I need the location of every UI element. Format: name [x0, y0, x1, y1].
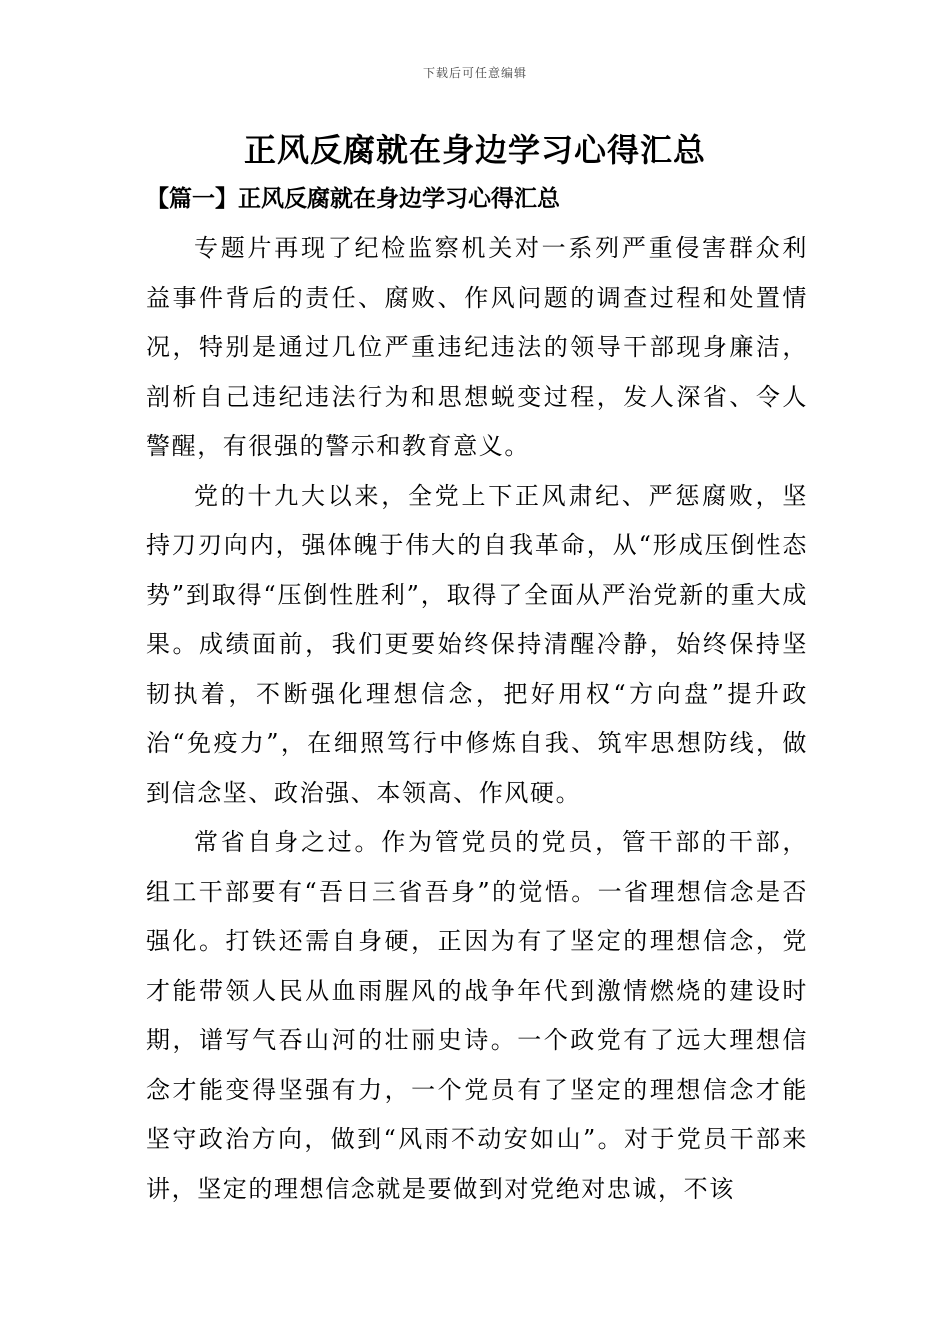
paragraph-1: 专题片再现了纪检监察机关对一系列严重侵害群众利益事件背后的责任、腐败、作风问题的调查过程和处置情况，特别是通过几位严重违纪违法的领导干部现身廉洁，剖析自己违纪违法行为和思想蜕变过程，发人深省、令人警醒，有很强的警示和教育意义。: [146, 234, 808, 460]
section-heading: 【篇一】正风反腐就在身边学习心得汇总: [146, 185, 560, 212]
document-body: [146, 224, 808, 1214]
header-note: 下载后可任意编辑: [422, 66, 527, 80]
document-title: 正风反腐就在身边学习心得汇总: [243, 131, 706, 169]
paragraph-2: 党的十九大以来，全党上下正风肃纪、严惩腐败，坚持刀刃向内，强体魄于伟大的自我革命，从“形成压倒性态势”到取得“压倒性胜利”，取得了全面从严治党新的重大成果。成绩面前，我们更要始终保持清醒冷静，始终保持坚韧执着，不断强化理想信念，把好用权“方向盘”提升政治“免疫力”，在细照笃行中修炼自我、筑牢思想防线，做到信念坚、政治强、本领高、作风硬。: [146, 481, 808, 807]
paragraph-3: 常省自身之过。作为管党员的党员，管干部的干部，组工干部要有“吾日三省吾身”的觉悟。一省理想信念是否强化。打铁还需自身硬，正因为有了坚定的理想信念，党才能带领人民从血雨腥风的战争年代到激情燃烧的建设时期，谱写气吞山河的壮丽史诗。一个政党有了远大理想信念才能变得坚强有力，一个党员有了坚定的理想信念才能坚守政治方向，做到“风雨不动安如山”。对于党员干部来讲，坚定的理想信念就是要做到对党绝对忠诚，不该: [146, 828, 808, 1203]
